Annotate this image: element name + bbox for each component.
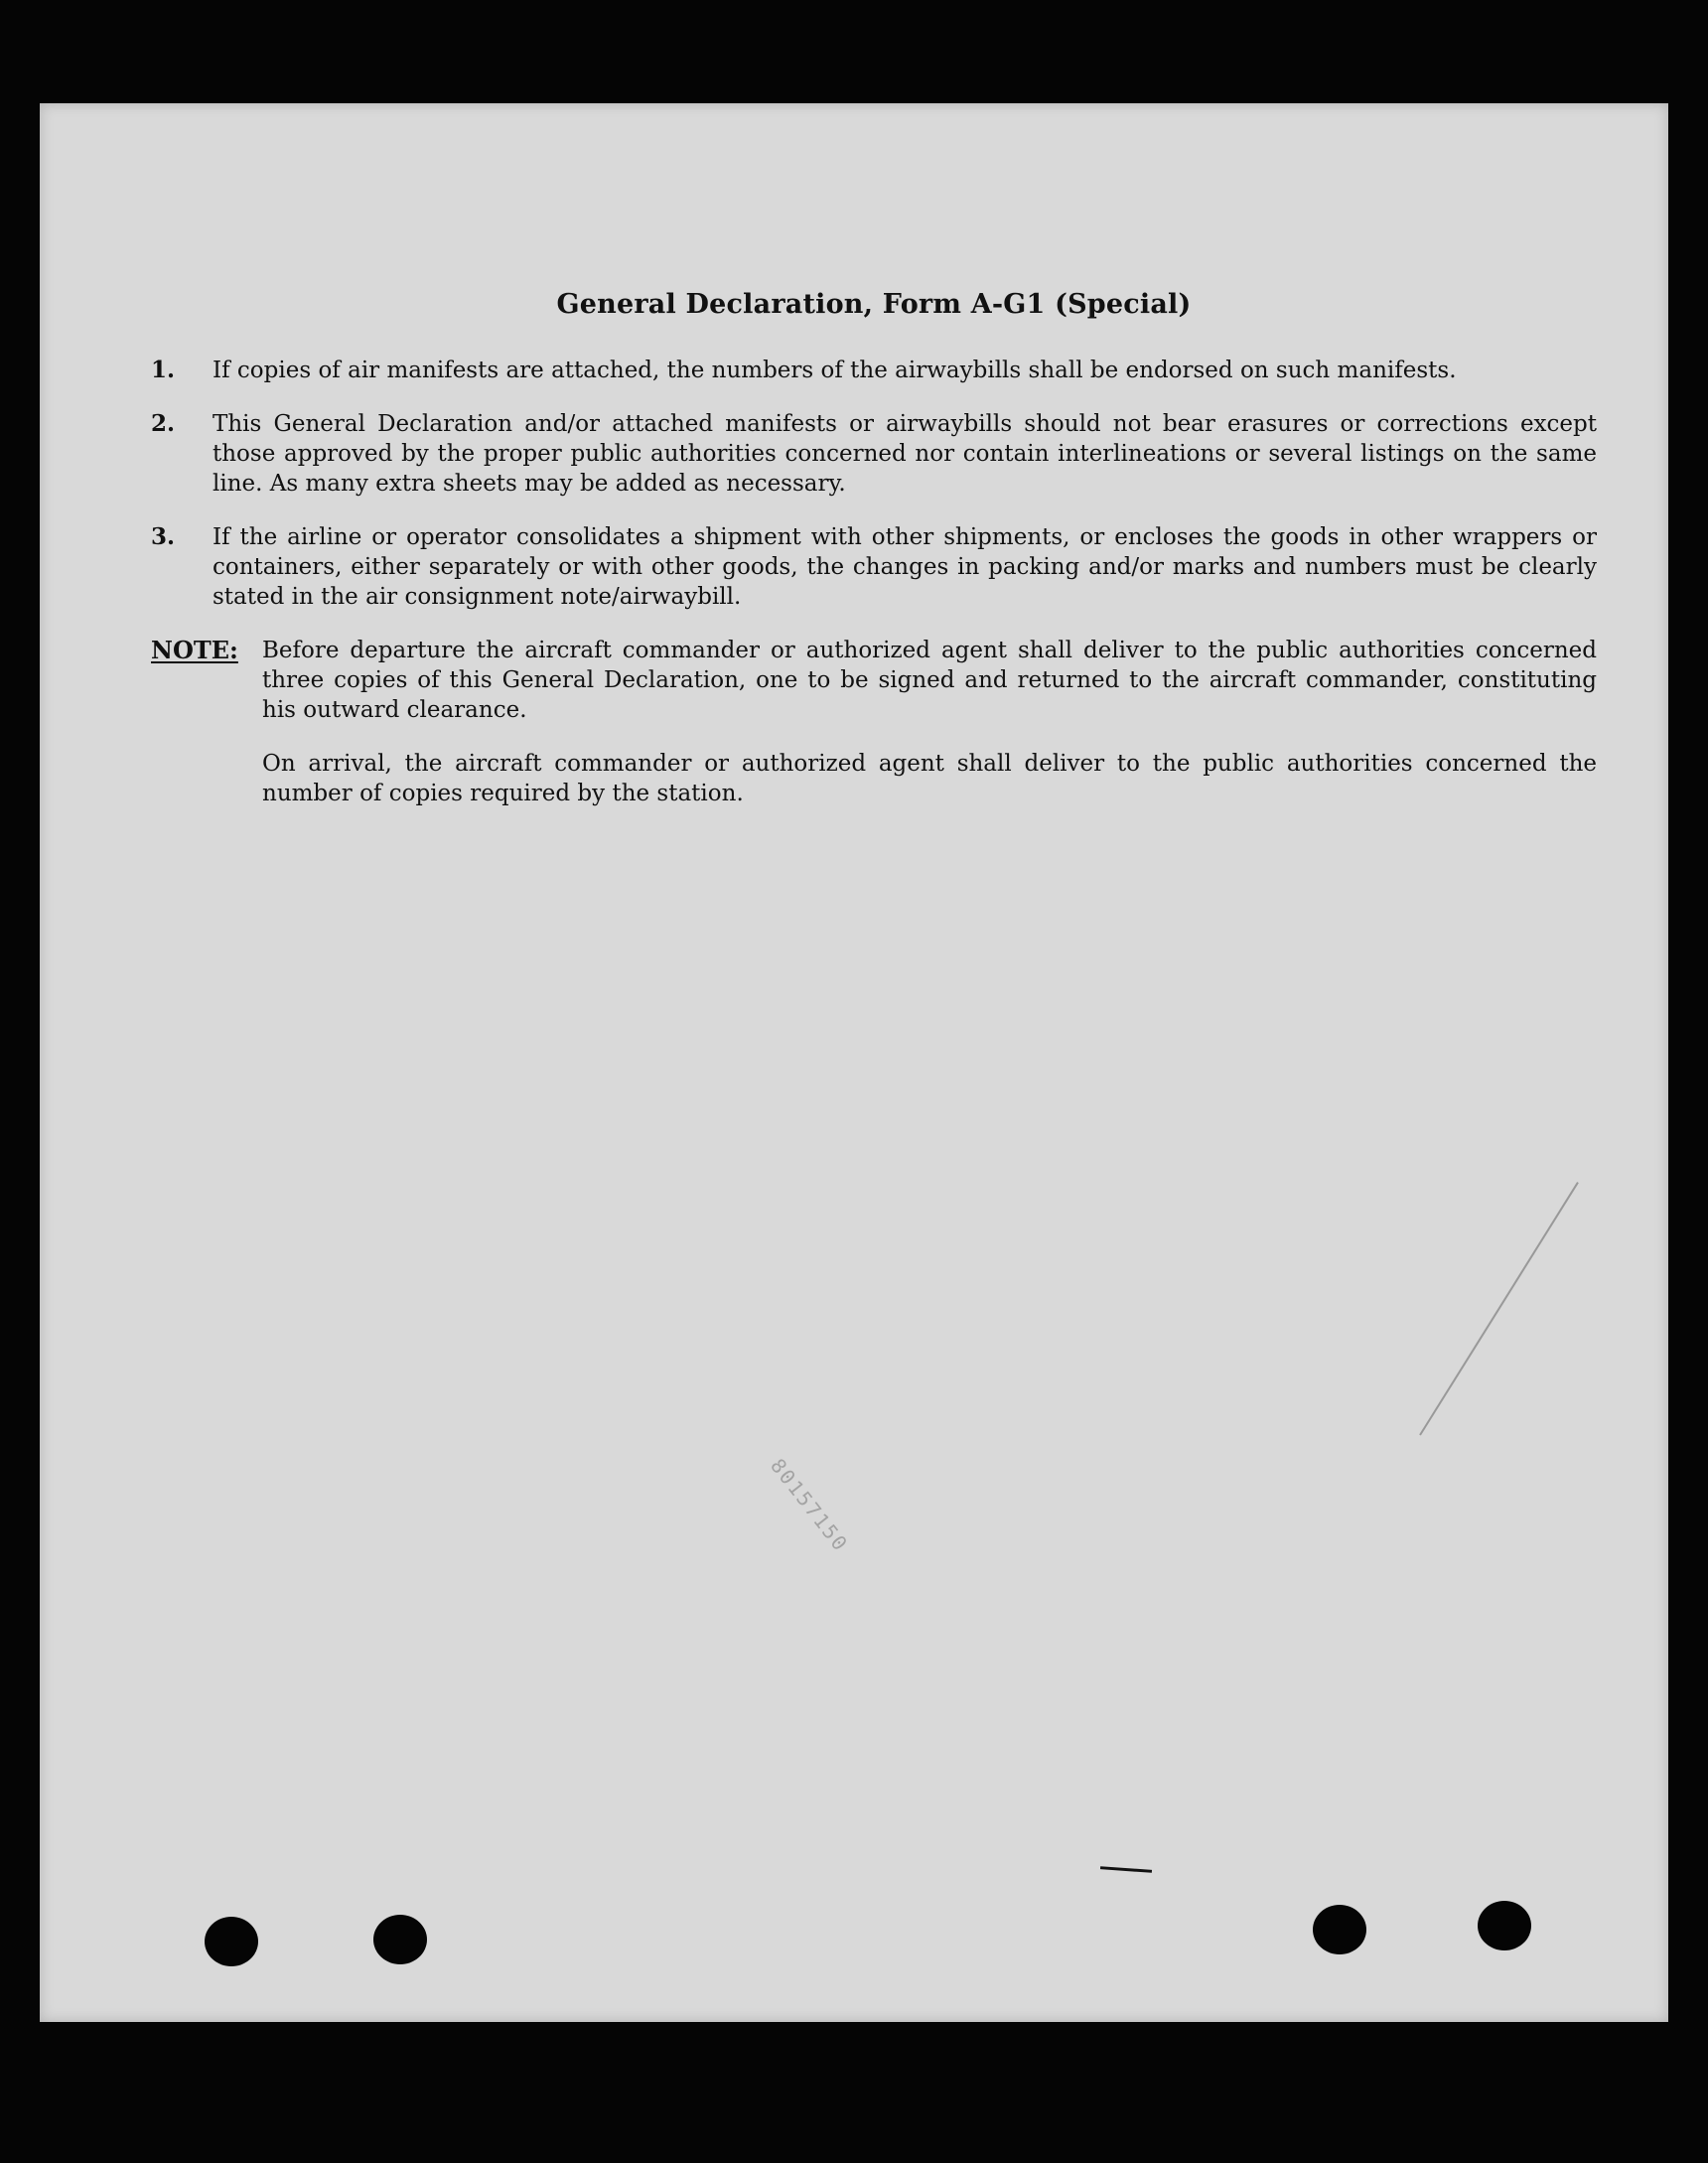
note-paragraph-departure: Before departure the aircraft commander or authorized agent shall deliver to the public authorities concerned three copies of this General Declaration, one to be signed and returned to the aircraft commander, constituting his outward clearance. [262, 638, 1597, 723]
paper-crease [1419, 1182, 1579, 1435]
note-label: NOTE: [151, 636, 238, 664]
pen-mark [1100, 1866, 1152, 1873]
document-title: General Declaration, Form A-G1 (Special) [556, 289, 1192, 320]
punch-hole-left-1 [205, 1917, 258, 1966]
item-number: 3. [151, 523, 176, 550]
note-body [262, 636, 1597, 832]
list-item [151, 356, 1597, 385]
punch-hole-right-1 [1313, 1905, 1366, 1954]
document-page [40, 103, 1668, 2022]
item-number: 1. [151, 357, 176, 383]
item-number: 2. [151, 410, 176, 437]
punch-hole-right-2 [1478, 1901, 1531, 1950]
document-content [151, 290, 1597, 832]
note-paragraph-arrival: On arrival, the aircraft commander or authorized agent shall deliver to the public authorities concerned the number of copies required by the station. [262, 751, 1597, 806]
punch-hole-left-2 [373, 1915, 427, 1964]
item-text: If copies of air manifests are attached, the numbers of the airwaybills shall be endorsed on such manifests. [213, 358, 1457, 383]
list-item [151, 409, 1597, 499]
faint-stamp-number: 80157150 [766, 1454, 854, 1557]
item-text: This General Declaration and/or attached manifests or airwaybills should not bear erasures or corrections except those approved by the proper public authorities concerned nor contain interlineations or several listings on the same line. As many extra sheets may be added as necessary. [213, 411, 1597, 497]
item-text: If the airline or operator consolidates a shipment with other shipments, or encloses the goods in other wrappers or containers, either separately or with other goods, the changes in packing and/or marks and numbers must be clearly stated in the air consignment note/airwaybill. [213, 524, 1597, 610]
list-item [151, 522, 1597, 612]
note-section [151, 636, 1597, 832]
